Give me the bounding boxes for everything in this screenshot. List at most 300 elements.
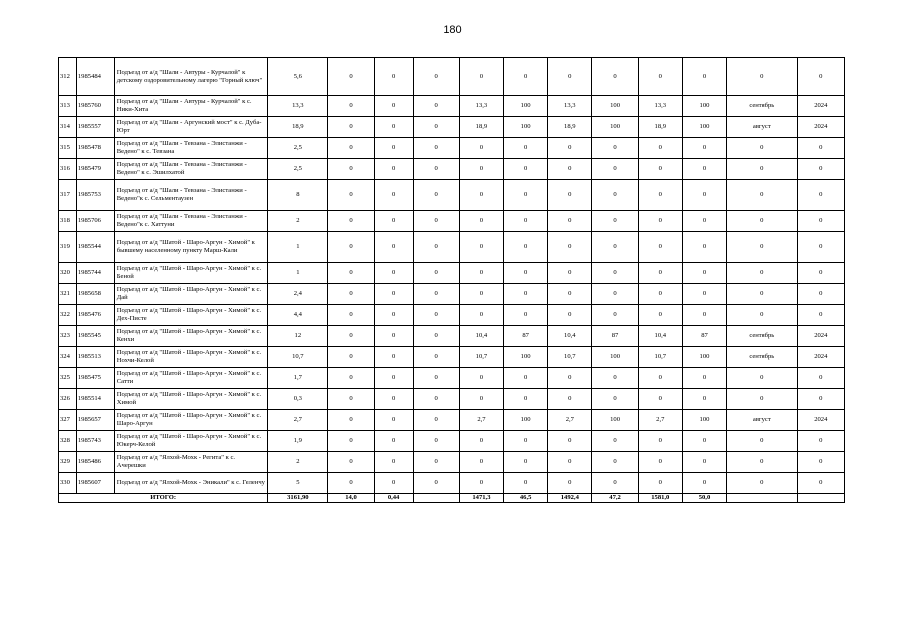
value-cell-7: 10,4 [548, 326, 592, 347]
value-cell-5: 10,7 [459, 347, 503, 368]
value-cell-1: 12 [268, 326, 328, 347]
total-row [59, 494, 845, 503]
value-cell-5: 0 [459, 431, 503, 452]
road-code-cell: 1985514 [76, 389, 114, 410]
value-cell-10: 0 [682, 284, 726, 305]
road-name-cell: Подъезд от а/д "Шатой - Шаро-Аргун - Химой" к с. Беной [114, 263, 268, 284]
value-cell-9: 0 [638, 263, 682, 284]
value-cell-3: 0 [374, 389, 413, 410]
value-cell-12: 0 [797, 368, 844, 389]
value-cell-2: 0 [328, 180, 374, 211]
row-number-cell: 320 [59, 263, 77, 284]
road-name-cell: Подъезд от а/д "Шатой - Шаро-Аргун - Химой" к с. Кенхи [114, 326, 268, 347]
value-cell-1: 5 [268, 473, 328, 494]
value-cell-4: 0 [413, 368, 459, 389]
value-cell-3: 0 [374, 347, 413, 368]
value-cell-7: 0 [548, 159, 592, 180]
value-cell-1: 2,7 [268, 410, 328, 431]
value-cell-5: 13,3 [459, 96, 503, 117]
value-cell-6: 0 [504, 473, 548, 494]
total-value-cell-5: 1471,3 [459, 494, 503, 503]
value-cell-3: 0 [374, 473, 413, 494]
table-body [59, 58, 845, 503]
value-cell-7: 0 [548, 368, 592, 389]
value-cell-10: 0 [682, 389, 726, 410]
value-cell-1: 1 [268, 263, 328, 284]
row-number-cell: 323 [59, 326, 77, 347]
value-cell-3: 0 [374, 117, 413, 138]
table-row [59, 305, 845, 326]
value-cell-5: 10,4 [459, 326, 503, 347]
table-row [59, 473, 845, 494]
row-number-cell: 327 [59, 410, 77, 431]
value-cell-10: 0 [682, 473, 726, 494]
value-cell-2: 0 [328, 473, 374, 494]
value-cell-11: 0 [727, 368, 797, 389]
value-cell-5: 0 [459, 284, 503, 305]
road-code-cell: 1985658 [76, 284, 114, 305]
table-row [59, 96, 845, 117]
table-row [59, 326, 845, 347]
value-cell-5: 0 [459, 58, 503, 96]
value-cell-7: 0 [548, 305, 592, 326]
value-cell-9: 0 [638, 473, 682, 494]
value-cell-7: 10,7 [548, 347, 592, 368]
road-name-cell: Подъезд от а/д "Шатой - Шаро-Аргун - Химой" к с. Дай [114, 284, 268, 305]
total-value-cell-7: 1492,4 [548, 494, 592, 503]
road-name-cell: Подъезд от а/д "Шатой - Шаро-Аргун - Химой" к с. Нохчи-Келой [114, 347, 268, 368]
row-number-cell: 328 [59, 431, 77, 452]
value-cell-12: 0 [797, 389, 844, 410]
value-cell-11: сентябрь [727, 326, 797, 347]
value-cell-9: 0 [638, 159, 682, 180]
road-code-cell: 1985545 [76, 326, 114, 347]
value-cell-2: 0 [328, 389, 374, 410]
table-row [59, 180, 845, 211]
value-cell-10: 100 [682, 347, 726, 368]
value-cell-3: 0 [374, 263, 413, 284]
value-cell-12: 2024 [797, 410, 844, 431]
value-cell-5: 0 [459, 452, 503, 473]
value-cell-2: 0 [328, 284, 374, 305]
road-code-cell: 1985475 [76, 368, 114, 389]
value-cell-6: 0 [504, 284, 548, 305]
value-cell-7: 0 [548, 431, 592, 452]
value-cell-5: 0 [459, 368, 503, 389]
total-value-cell-4 [413, 494, 459, 503]
value-cell-11: 0 [727, 211, 797, 232]
road-code-cell: 1985657 [76, 410, 114, 431]
value-cell-10: 0 [682, 452, 726, 473]
value-cell-4: 0 [413, 347, 459, 368]
value-cell-9: 13,3 [638, 96, 682, 117]
value-cell-1: 8 [268, 180, 328, 211]
table-row [59, 284, 845, 305]
road-name-cell: Подъезд от а/д "Шали - Тевзана - Элистанжи - Ведено"к с. Сельментаузен [114, 180, 268, 211]
page-number: 180 [443, 24, 462, 36]
value-cell-10: 0 [682, 263, 726, 284]
row-number-cell: 330 [59, 473, 77, 494]
value-cell-3: 0 [374, 180, 413, 211]
value-cell-11: 0 [727, 180, 797, 211]
value-cell-12: 0 [797, 232, 844, 263]
table-row [59, 58, 845, 96]
value-cell-4: 0 [413, 211, 459, 232]
value-cell-6: 0 [504, 138, 548, 159]
value-cell-8: 0 [592, 180, 638, 211]
value-cell-8: 100 [592, 347, 638, 368]
value-cell-3: 0 [374, 452, 413, 473]
value-cell-11: 0 [727, 159, 797, 180]
value-cell-3: 0 [374, 431, 413, 452]
value-cell-2: 0 [328, 431, 374, 452]
value-cell-4: 0 [413, 326, 459, 347]
road-name-cell: Подъезд от а/д "Ялхой-Мохк - Эникали" к с. Геленчу [114, 473, 268, 494]
value-cell-5: 2,7 [459, 410, 503, 431]
value-cell-9: 0 [638, 389, 682, 410]
value-cell-12: 0 [797, 431, 844, 452]
value-cell-9: 18,9 [638, 117, 682, 138]
road-code-cell: 1985706 [76, 211, 114, 232]
value-cell-10: 0 [682, 232, 726, 263]
value-cell-1: 1,7 [268, 368, 328, 389]
road-name-cell: Подъезд от а/д "Шали - Автуры - Курчалой" к детскому оздоровительному лагерю "Горный ключ" [114, 58, 268, 96]
value-cell-3: 0 [374, 326, 413, 347]
row-number-cell: 326 [59, 389, 77, 410]
value-cell-8: 100 [592, 410, 638, 431]
value-cell-4: 0 [413, 431, 459, 452]
value-cell-9: 0 [638, 368, 682, 389]
value-cell-4: 0 [413, 284, 459, 305]
value-cell-1: 2,5 [268, 138, 328, 159]
value-cell-9: 0 [638, 452, 682, 473]
value-cell-9: 2,7 [638, 410, 682, 431]
value-cell-1: 2,5 [268, 159, 328, 180]
value-cell-4: 0 [413, 58, 459, 96]
value-cell-4: 0 [413, 389, 459, 410]
value-cell-12: 0 [797, 473, 844, 494]
value-cell-5: 0 [459, 180, 503, 211]
road-code-cell: 1985760 [76, 96, 114, 117]
value-cell-7: 0 [548, 58, 592, 96]
value-cell-2: 0 [328, 368, 374, 389]
road-name-cell: Подъезд от а/д "Шатой - Шаро-Аргун - Химой" к с. Юкерч-Келой [114, 431, 268, 452]
road-name-cell: Подъезд от а/д "Шатой - Шаро-Аргун - Химой" к с. Дех-Писте [114, 305, 268, 326]
value-cell-3: 0 [374, 410, 413, 431]
row-number-cell: 325 [59, 368, 77, 389]
total-value-cell-1: 3161,90 [268, 494, 328, 503]
row-number-cell: 317 [59, 180, 77, 211]
value-cell-8: 0 [592, 389, 638, 410]
value-cell-2: 0 [328, 410, 374, 431]
value-cell-9: 0 [638, 284, 682, 305]
value-cell-5: 0 [459, 263, 503, 284]
value-cell-1: 2 [268, 452, 328, 473]
row-number-cell: 321 [59, 284, 77, 305]
value-cell-7: 2,7 [548, 410, 592, 431]
value-cell-8: 0 [592, 211, 638, 232]
value-cell-2: 0 [328, 263, 374, 284]
total-value-cell-9: 1581,0 [638, 494, 682, 503]
value-cell-3: 0 [374, 232, 413, 263]
table-row [59, 389, 845, 410]
value-cell-3: 0 [374, 284, 413, 305]
value-cell-5: 0 [459, 211, 503, 232]
row-number-cell: 329 [59, 452, 77, 473]
value-cell-12: 2024 [797, 96, 844, 117]
value-cell-12: 0 [797, 159, 844, 180]
value-cell-3: 0 [374, 96, 413, 117]
value-cell-4: 0 [413, 452, 459, 473]
value-cell-3: 0 [374, 159, 413, 180]
value-cell-6: 0 [504, 368, 548, 389]
value-cell-12: 0 [797, 58, 844, 96]
value-cell-7: 0 [548, 284, 592, 305]
value-cell-11: 0 [727, 305, 797, 326]
value-cell-8: 0 [592, 305, 638, 326]
value-cell-7: 0 [548, 211, 592, 232]
value-cell-5: 0 [459, 473, 503, 494]
value-cell-12: 0 [797, 305, 844, 326]
value-cell-7: 13,3 [548, 96, 592, 117]
value-cell-12: 2024 [797, 347, 844, 368]
value-cell-6: 100 [504, 96, 548, 117]
value-cell-12: 2024 [797, 117, 844, 138]
value-cell-11: 0 [727, 452, 797, 473]
table-row [59, 347, 845, 368]
value-cell-9: 10,4 [638, 326, 682, 347]
road-data-table [58, 57, 845, 503]
road-code-cell: 1985476 [76, 305, 114, 326]
value-cell-4: 0 [413, 410, 459, 431]
value-cell-10: 0 [682, 431, 726, 452]
value-cell-9: 0 [638, 431, 682, 452]
value-cell-1: 13,3 [268, 96, 328, 117]
value-cell-7: 0 [548, 232, 592, 263]
value-cell-6: 0 [504, 159, 548, 180]
total-value-cell-2: 14,0 [328, 494, 374, 503]
road-name-cell: Подъезд от а/д "Шатой - Шаро-Аргун - Химой" к с. Шаро-Аргун [114, 410, 268, 431]
road-code-cell: 1985753 [76, 180, 114, 211]
road-name-cell: Подъезд от а/д "Шали - Автуры - Курчалой" к с. Ники-Хита [114, 96, 268, 117]
total-label: ИТОГО: [59, 494, 268, 503]
value-cell-2: 0 [328, 347, 374, 368]
value-cell-12: 0 [797, 180, 844, 211]
road-code-cell: 1985484 [76, 58, 114, 96]
road-name-cell: Подъезд от а/д "Шали - Тевзана - Элистанжи - Ведено" к с. Эшилхатой [114, 159, 268, 180]
road-name-cell: Подъезд от а/д "Шатой - Шаро-Аргун - Химой" к с. Сатти [114, 368, 268, 389]
value-cell-3: 0 [374, 368, 413, 389]
value-cell-4: 0 [413, 117, 459, 138]
value-cell-8: 100 [592, 96, 638, 117]
value-cell-1: 1 [268, 232, 328, 263]
table-row [59, 452, 845, 473]
value-cell-6: 0 [504, 452, 548, 473]
total-value-cell-6: 46,5 [504, 494, 548, 503]
row-number-cell: 318 [59, 211, 77, 232]
value-cell-1: 2 [268, 211, 328, 232]
total-value-cell-12 [797, 494, 844, 503]
value-cell-4: 0 [413, 305, 459, 326]
value-cell-11: сентябрь [727, 347, 797, 368]
value-cell-7: 18,9 [548, 117, 592, 138]
value-cell-12: 0 [797, 452, 844, 473]
value-cell-10: 0 [682, 368, 726, 389]
value-cell-11: 0 [727, 431, 797, 452]
road-code-cell: 1985544 [76, 232, 114, 263]
road-name-cell: Подъезд от а/д "Шали - Аргунский мост" к с. Дуба-Юрт [114, 117, 268, 138]
row-number-cell: 313 [59, 96, 77, 117]
value-cell-6: 100 [504, 410, 548, 431]
value-cell-11: 0 [727, 284, 797, 305]
value-cell-3: 0 [374, 138, 413, 159]
value-cell-12: 0 [797, 211, 844, 232]
value-cell-2: 0 [328, 305, 374, 326]
value-cell-6: 100 [504, 347, 548, 368]
value-cell-8: 0 [592, 431, 638, 452]
value-cell-5: 0 [459, 138, 503, 159]
road-name-cell: Подъезд от а/д "Шали - Тевзана - Элистанжи - Ведено"к с. Хаттуни [114, 211, 268, 232]
value-cell-12: 0 [797, 284, 844, 305]
value-cell-11: 0 [727, 232, 797, 263]
road-code-cell: 1985478 [76, 138, 114, 159]
value-cell-8: 0 [592, 232, 638, 263]
value-cell-1: 4,4 [268, 305, 328, 326]
value-cell-1: 0,3 [268, 389, 328, 410]
value-cell-6: 0 [504, 211, 548, 232]
value-cell-10: 100 [682, 96, 726, 117]
value-cell-8: 0 [592, 452, 638, 473]
value-cell-1: 10,7 [268, 347, 328, 368]
value-cell-4: 0 [413, 138, 459, 159]
value-cell-1: 2,4 [268, 284, 328, 305]
value-cell-3: 0 [374, 305, 413, 326]
value-cell-10: 100 [682, 117, 726, 138]
value-cell-10: 0 [682, 211, 726, 232]
value-cell-4: 0 [413, 232, 459, 263]
table-row [59, 138, 845, 159]
value-cell-3: 0 [374, 211, 413, 232]
road-name-cell: Подъезд от а/д "Шатой - Шаро-Аргун - Химой" к бывшему населенному пункту Марш-Кали [114, 232, 268, 263]
value-cell-5: 0 [459, 232, 503, 263]
road-code-cell: 1985557 [76, 117, 114, 138]
value-cell-2: 0 [328, 452, 374, 473]
row-number-cell: 314 [59, 117, 77, 138]
value-cell-2: 0 [328, 138, 374, 159]
value-cell-2: 0 [328, 159, 374, 180]
row-number-cell: 316 [59, 159, 77, 180]
value-cell-10: 0 [682, 180, 726, 211]
table-row [59, 159, 845, 180]
value-cell-4: 0 [413, 263, 459, 284]
value-cell-6: 0 [504, 232, 548, 263]
value-cell-9: 0 [638, 180, 682, 211]
value-cell-10: 0 [682, 159, 726, 180]
value-cell-6: 0 [504, 58, 548, 96]
value-cell-2: 0 [328, 326, 374, 347]
value-cell-6: 0 [504, 305, 548, 326]
total-value-cell-8: 47,2 [592, 494, 638, 503]
value-cell-2: 0 [328, 211, 374, 232]
road-name-cell: Подъезд от а/д "Шатой - Шаро-Аргун - Химой" к с. Химой [114, 389, 268, 410]
value-cell-8: 87 [592, 326, 638, 347]
value-cell-9: 0 [638, 305, 682, 326]
value-cell-7: 0 [548, 180, 592, 211]
value-cell-11: 0 [727, 473, 797, 494]
value-cell-5: 0 [459, 389, 503, 410]
value-cell-8: 0 [592, 263, 638, 284]
row-number-cell: 319 [59, 232, 77, 263]
value-cell-8: 0 [592, 138, 638, 159]
value-cell-4: 0 [413, 159, 459, 180]
table-row [59, 410, 845, 431]
value-cell-6: 0 [504, 431, 548, 452]
table-row [59, 211, 845, 232]
value-cell-9: 0 [638, 138, 682, 159]
value-cell-1: 18,9 [268, 117, 328, 138]
value-cell-11: август [727, 117, 797, 138]
road-code-cell: 1985486 [76, 452, 114, 473]
value-cell-10: 100 [682, 410, 726, 431]
value-cell-8: 0 [592, 368, 638, 389]
value-cell-11: сентябрь [727, 96, 797, 117]
value-cell-6: 0 [504, 389, 548, 410]
value-cell-7: 0 [548, 389, 592, 410]
value-cell-3: 0 [374, 58, 413, 96]
value-cell-7: 0 [548, 138, 592, 159]
value-cell-6: 0 [504, 180, 548, 211]
value-cell-12: 0 [797, 263, 844, 284]
value-cell-2: 0 [328, 96, 374, 117]
table-row [59, 431, 845, 452]
road-name-cell: Подъезд от а/д "Шали - Тевзана - Элистанжи - Ведено" к с. Тевзана [114, 138, 268, 159]
row-number-cell: 312 [59, 58, 77, 96]
value-cell-6: 100 [504, 117, 548, 138]
table-row [59, 117, 845, 138]
table-row [59, 368, 845, 389]
value-cell-7: 0 [548, 452, 592, 473]
value-cell-4: 0 [413, 180, 459, 211]
value-cell-12: 2024 [797, 326, 844, 347]
value-cell-1: 5,6 [268, 58, 328, 96]
value-cell-8: 0 [592, 58, 638, 96]
value-cell-11: 0 [727, 58, 797, 96]
value-cell-9: 0 [638, 211, 682, 232]
row-number-cell: 322 [59, 305, 77, 326]
value-cell-9: 0 [638, 232, 682, 263]
value-cell-1: 1,9 [268, 431, 328, 452]
value-cell-5: 0 [459, 305, 503, 326]
value-cell-6: 0 [504, 263, 548, 284]
value-cell-11: август [727, 410, 797, 431]
value-cell-10: 0 [682, 58, 726, 96]
value-cell-8: 100 [592, 117, 638, 138]
road-code-cell: 1985513 [76, 347, 114, 368]
value-cell-8: 0 [592, 473, 638, 494]
row-number-cell: 324 [59, 347, 77, 368]
value-cell-2: 0 [328, 117, 374, 138]
value-cell-11: 0 [727, 389, 797, 410]
value-cell-11: 0 [727, 263, 797, 284]
total-value-cell-3: 0,44 [374, 494, 413, 503]
value-cell-7: 0 [548, 263, 592, 284]
road-name-cell: Подъезд от а/д "Ялхой-Мохк - Регита" к с. Ачерешки [114, 452, 268, 473]
total-value-cell-11 [727, 494, 797, 503]
road-code-cell: 1985743 [76, 431, 114, 452]
value-cell-6: 87 [504, 326, 548, 347]
table-row [59, 232, 845, 263]
value-cell-7: 0 [548, 473, 592, 494]
